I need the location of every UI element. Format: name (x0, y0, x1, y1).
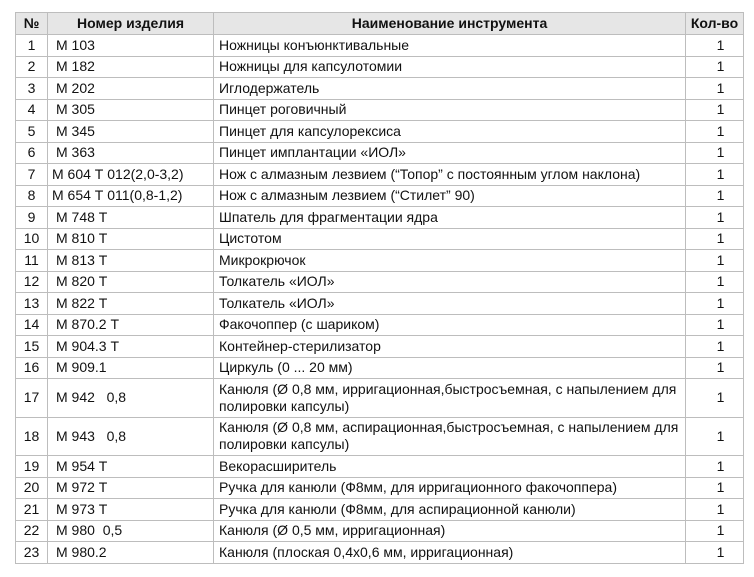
item-code: М 942 0,8 (48, 379, 214, 418)
table-row (16, 56, 744, 78)
row-number: 9 (16, 207, 48, 229)
instrument-name: Контейнер-стерилизатор (214, 336, 686, 358)
item-code: М 654 Т 011(0,8-1,2) (48, 185, 214, 207)
quantity: 1 (686, 250, 744, 272)
quantity: 1 (686, 336, 744, 358)
row-number: 8 (16, 185, 48, 207)
table-row (16, 379, 744, 418)
item-code: М 972 Т (48, 477, 214, 499)
item-code: М 904.3 Т (48, 336, 214, 358)
table-row (16, 228, 744, 250)
item-code: М 810 Т (48, 228, 214, 250)
quantity: 1 (686, 293, 744, 315)
instrument-name: Пинцет имплантации «ИОЛ» (214, 142, 686, 164)
table-row (16, 336, 744, 358)
row-number: 6 (16, 142, 48, 164)
instrument-name: Толкатель «ИОЛ» (214, 271, 686, 293)
item-code: М 980.2 (48, 542, 214, 564)
instrument-name: Канюля (плоская 0,4х0,6 мм, ирригационная) (214, 542, 686, 564)
row-number: 18 (16, 417, 48, 456)
quantity: 1 (686, 207, 744, 229)
table-row (16, 477, 744, 499)
row-number: 21 (16, 499, 48, 521)
item-code: М 973 Т (48, 499, 214, 521)
quantity: 1 (686, 35, 744, 57)
instrument-name: Нож с алмазным лезвием (“Стилет” 90) (214, 185, 686, 207)
instrument-name: Ножницы для капсулотомии (214, 56, 686, 78)
table-row (16, 417, 744, 456)
table-row (16, 99, 744, 121)
row-number: 11 (16, 250, 48, 272)
instrument-name: Пинцет для капсулорексиса (214, 121, 686, 143)
table-row (16, 164, 744, 186)
header-qty: Кол-во (686, 13, 744, 35)
row-number: 10 (16, 228, 48, 250)
instrument-name: Иглодержатель (214, 78, 686, 100)
quantity: 1 (686, 121, 744, 143)
table-row (16, 357, 744, 379)
table-row (16, 271, 744, 293)
item-code: М 363 (48, 142, 214, 164)
table-row (16, 314, 744, 336)
quantity: 1 (686, 477, 744, 499)
row-number: 1 (16, 35, 48, 57)
instrument-name: Ручка для канюли (Ф8мм, для аспирационной канюли) (214, 499, 686, 521)
item-code: М 604 Т 012(2,0-3,2) (48, 164, 214, 186)
table-row (16, 520, 744, 542)
table-row (16, 456, 744, 478)
instrument-name: Канюля (Ø 0,5 мм, ирригационная) (214, 520, 686, 542)
instrument-name: Нож с алмазным лезвием (“Топор” с постоянным углом наклона) (214, 164, 686, 186)
row-number: 3 (16, 78, 48, 100)
quantity: 1 (686, 78, 744, 100)
instrument-name: Ножницы конъюнктивальные (214, 35, 686, 57)
quantity: 1 (686, 228, 744, 250)
instrument-name: Цистотом (214, 228, 686, 250)
table-row (16, 35, 744, 57)
instrument-name: Циркуль (0 ... 20 мм) (214, 357, 686, 379)
quantity: 1 (686, 314, 744, 336)
header-name: Наименование инструмента (214, 13, 686, 35)
quantity: 1 (686, 164, 744, 186)
quantity: 1 (686, 185, 744, 207)
row-number: 20 (16, 477, 48, 499)
quantity: 1 (686, 499, 744, 521)
table-body (16, 35, 744, 564)
item-code: М 820 Т (48, 271, 214, 293)
item-code: М 182 (48, 56, 214, 78)
quantity: 1 (686, 357, 744, 379)
row-number: 22 (16, 520, 48, 542)
instrument-name: Канюля (Ø 0,8 мм, аспирационная,быстросъемная, с напылением для полировки капсулы) (214, 417, 686, 456)
row-number: 17 (16, 379, 48, 418)
row-number: 2 (16, 56, 48, 78)
table-row (16, 121, 744, 143)
instrument-name: Канюля (Ø 0,8 мм, ирригационная,быстросъемная, с напылением для полировки капсулы) (214, 379, 686, 418)
quantity: 1 (686, 99, 744, 121)
item-code: М 870.2 Т (48, 314, 214, 336)
header-code: Номер изделия (48, 13, 214, 35)
item-code: М 980 0,5 (48, 520, 214, 542)
header-num: № (16, 13, 48, 35)
quantity: 1 (686, 520, 744, 542)
row-number: 4 (16, 99, 48, 121)
instrument-table-container (15, 12, 744, 564)
instrument-name: Шпатель для фрагментации ядра (214, 207, 686, 229)
quantity: 1 (686, 379, 744, 418)
instrument-name: Микрокрючок (214, 250, 686, 272)
instrument-name: Пинцет роговичный (214, 99, 686, 121)
row-number: 23 (16, 542, 48, 564)
item-code: М 954 Т (48, 456, 214, 478)
table-header-row (16, 13, 744, 35)
quantity: 1 (686, 56, 744, 78)
table-row (16, 499, 744, 521)
quantity: 1 (686, 271, 744, 293)
table-row (16, 78, 744, 100)
row-number: 15 (16, 336, 48, 358)
item-code: М 748 Т (48, 207, 214, 229)
item-code: М 305 (48, 99, 214, 121)
row-number: 14 (16, 314, 48, 336)
quantity: 1 (686, 456, 744, 478)
instrument-name: Векорасширитель (214, 456, 686, 478)
row-number: 13 (16, 293, 48, 315)
item-code: М 202 (48, 78, 214, 100)
item-code: М 943 0,8 (48, 417, 214, 456)
table-row (16, 542, 744, 564)
item-code: М 103 (48, 35, 214, 57)
table-row (16, 207, 744, 229)
table-row (16, 142, 744, 164)
quantity: 1 (686, 142, 744, 164)
row-number: 16 (16, 357, 48, 379)
item-code: М 345 (48, 121, 214, 143)
item-code: М 813 Т (48, 250, 214, 272)
instrument-name: Толкатель «ИОЛ» (214, 293, 686, 315)
instrument-table (15, 12, 744, 564)
table-row (16, 185, 744, 207)
row-number: 12 (16, 271, 48, 293)
row-number: 5 (16, 121, 48, 143)
row-number: 19 (16, 456, 48, 478)
item-code: М 909.1 (48, 357, 214, 379)
item-code: М 822 Т (48, 293, 214, 315)
quantity: 1 (686, 417, 744, 456)
table-row (16, 293, 744, 315)
quantity: 1 (686, 542, 744, 564)
row-number: 7 (16, 164, 48, 186)
instrument-name: Ручка для канюли (Ф8мм, для ирригационного факочоппера) (214, 477, 686, 499)
instrument-name: Факочоппер (с шариком) (214, 314, 686, 336)
table-row (16, 250, 744, 272)
